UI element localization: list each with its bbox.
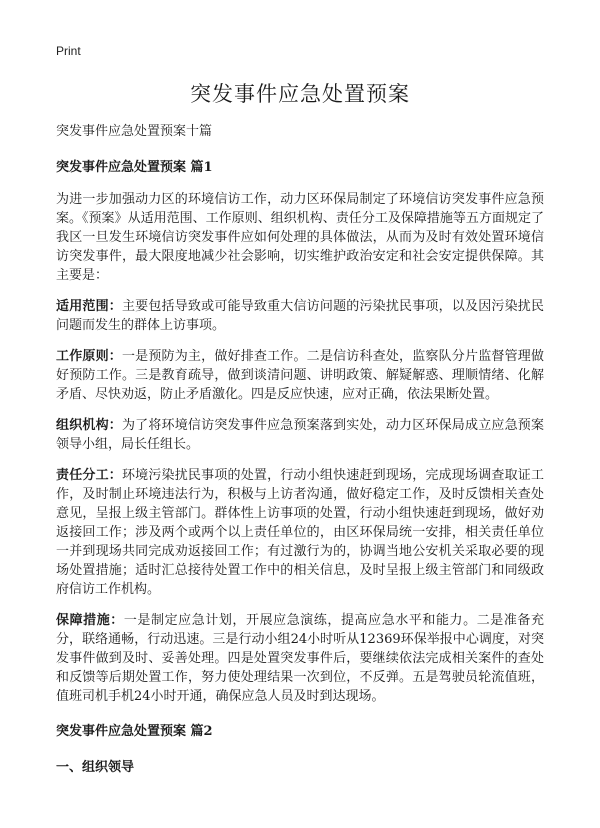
section-2-heading: 突发事件应急处置预案 篇2 [56, 724, 213, 739]
duty-paragraph [56, 466, 544, 599]
document-subtitle: 突发事件应急处置预案十篇 [56, 124, 213, 139]
guarantee-paragraph [56, 611, 544, 706]
principle-text: 一是预防为主，做好排查工作。二是信访科查处，监察队分片监督管理做好预防工作。三是教育疏导，做到谈清问题、讲明政策、解疑解惑、理顺情绪、化解矛盾、尽快劝返，防止矛盾激化。四是反应快速，应对正确，依法果断处置。 [56, 349, 544, 402]
principle-paragraph [56, 347, 544, 404]
guarantee-text: 一是制定应急计划，开展应急演练，提高应急水平和能力。二是准备充分，联络通畅，行动迅速。三是行动小组24小时听从12369环保举报中心调度，对突发事件做到及时、妥善处理。四是处置突发事件后，要继续依法完成相关案件的查处和反馈等后期处置工作，努力使处理结果一次到位，不反弹。五是驾驶员轮流值班，值班司机手机24小时开通，确保应急人员及时到达现场。 [56, 613, 544, 704]
document-title: 突发事件应急处置预案 [190, 82, 410, 106]
org-paragraph [56, 416, 544, 454]
duty-lead: 责任分工： [56, 468, 122, 483]
org-text: 为了将环境信访突发事件应急预案落到实处，动力区环保局成立应急预案领导小组，局长任组长。 [56, 418, 544, 452]
scope-text: 主要包括导致或可能导致重大信访问题的污染扰民事项，以及因污染扰民问题而发生的群体上访事项。 [56, 299, 544, 333]
principle-lead: 工作原则： [56, 349, 122, 364]
guarantee-lead: 保障措施： [56, 613, 124, 628]
org-lead: 组织机构： [56, 418, 122, 433]
section-2-subheading: 一、组织领导 [56, 760, 135, 775]
section-1-intro: 为进一步加强动力区的环境信访工作，动力区环保局制定了环境信访突发事件应急预案。《预案》从适用范围、工作原则、组织机构、责任分工及保障措施等五方面规定了我区一旦发生环境信访突发事件应如何处理的具体做法，从而为及时有效处置环境信访突发事件，最大限度地减少社会影响，切实维护政治安定和社会安定提供保障。其主要是： [56, 192, 544, 283]
section-1-heading: 突发事件应急处置预案 篇1 [56, 160, 213, 175]
print-link[interactable]: Print [56, 44, 81, 58]
duty-text: 环境污染扰民事项的处置，行动小组快速赶到现场，完成现场调查取证工作，及时制止环境违法行为，积极与上访者沟通，做好稳定工作，及时反馈相关查处意见，呈报上级主管部门。群体性上访事项的处置，行动小组快速赶到现场，做好劝返接回工作；涉及两个或两个以上责任单位的，由区环保局统一安排，相关责任单位一并到现场共同完成劝返接回工作；有过激行为的，协调当地公安机关采取必要的现场处置措施；适时汇总接待处置工作中的相关信息，及时呈报上级主管部门和同级政府信访工作机构。 [56, 468, 544, 597]
scope-lead: 适用范围： [56, 299, 122, 314]
scope-paragraph [56, 297, 544, 335]
